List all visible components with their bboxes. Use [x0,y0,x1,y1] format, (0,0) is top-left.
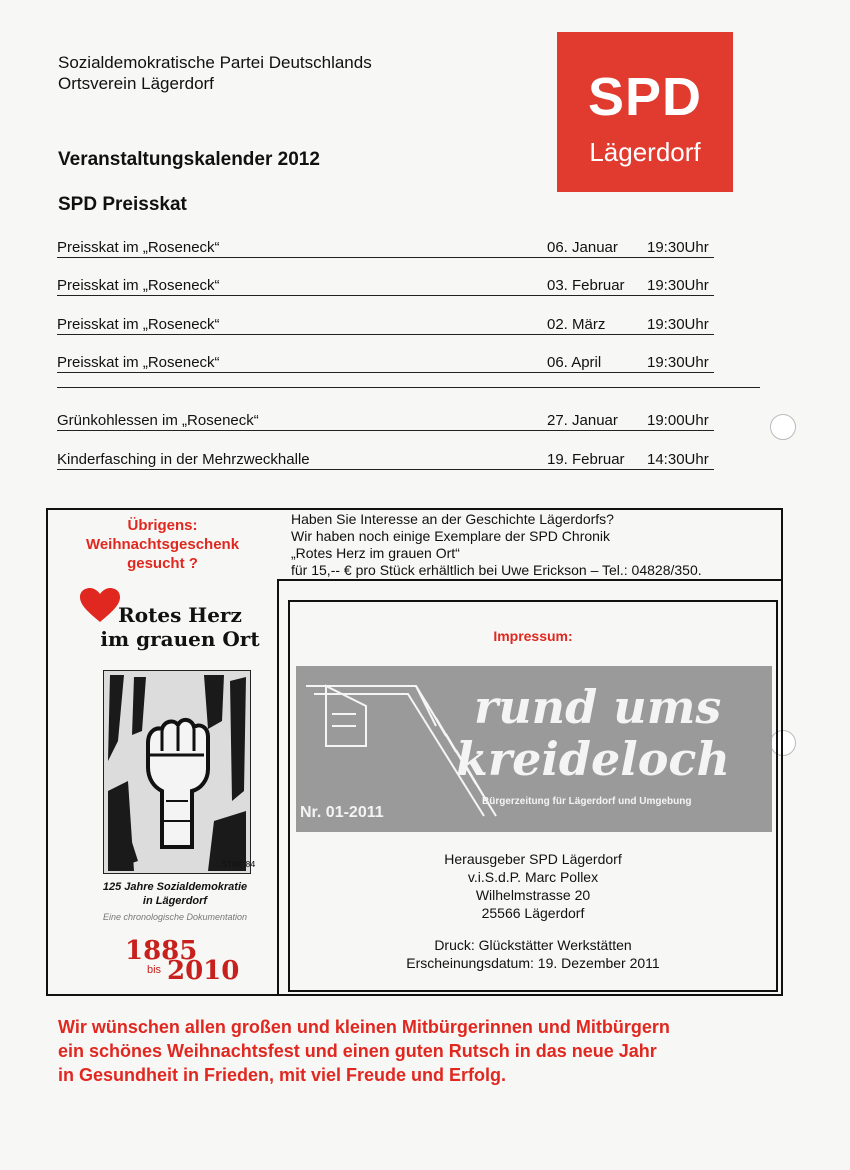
logo-location-text: Lägerdorf [589,137,701,167]
banner-subtitle: Bürgerzeitung für Lägerdorf und Umgebung [482,796,692,807]
event-name: Preisskat im „Roseneck“ [57,239,220,256]
impressum-print [288,936,778,972]
book-years [125,936,245,986]
promo-text-line: Haben Sie Interesse an der Geschichte Lägerdorfs? [291,511,614,527]
impressum-line: Herausgeber SPD Lägerdorf [444,851,622,867]
impressum-line: Druck: Glückstätter Werkstätten [434,937,632,953]
year-from: 1885 [125,936,198,966]
event-date: 27. Januar [547,412,618,429]
spd-logo [557,32,733,192]
book-caption-line: 125 Jahre Sozialdemokratie [102,881,248,893]
event-date: 03. Februar [547,277,625,294]
event-date: 19. Februar [547,451,625,468]
event-time: 19:30Uhr [647,239,709,256]
year-to: 2010 [167,956,240,986]
book-cover-image [103,670,256,874]
impressum-line: Wilhelmstrasse 20 [475,887,591,903]
promo-divider-h [277,579,783,581]
promo-heading-line: Weihnachtsgeschenk [85,536,240,553]
event-time: 14:30Uhr [647,451,709,468]
org-local-branch: Ortsverein Lägerdorf [58,74,214,93]
promo-heading-line: gesucht ? [127,555,198,572]
row-underline [57,334,714,335]
book-title-line: Rotes Herz [118,603,242,627]
logo-spd-text: SPD [587,67,703,127]
banner-issue: Nr. 01-2011 [300,804,384,821]
page-title: Veranstaltungskalender 2012 [58,149,320,170]
event-time: 19:30Uhr [647,316,709,333]
impressum-label: Impressum: [493,628,573,644]
event-row [57,353,714,375]
event-row [57,276,714,298]
section-title: SPD Preisskat [58,194,187,215]
event-date: 06. April [547,354,602,371]
year-bis: bis [147,964,162,976]
book-caption-line: in Lägerdorf [142,895,208,907]
event-name: Kinderfasching in der Mehrzweckhalle [57,451,310,468]
org-name: Sozialdemokratische Partei Deutschlands [58,53,372,72]
holiday-greeting [58,1015,818,1087]
row-underline [57,295,714,296]
event-row [57,238,714,260]
banner-title-line: rund ums [474,680,722,734]
promo-heading-line: Übrigens: [127,517,198,534]
event-date: 06. Januar [547,239,618,256]
impressum-line: 25566 Lägerdorf [481,905,585,921]
row-underline [57,430,714,431]
promo-divider-v [277,579,279,996]
event-row [57,411,714,433]
punch-hole [770,414,796,440]
newspaper-banner [296,666,772,832]
banner-title-line: kreideloch [456,732,730,786]
event-row [57,315,714,337]
section-divider [57,387,760,388]
event-row [57,450,714,472]
event-name: Preisskat im „Roseneck“ [57,316,220,333]
greeting-line: in Gesundheit in Frieden, mit viel Freude und Erfolg. [58,1065,507,1085]
promo-text-line: „Rotes Herz im grauen Ort“ [291,545,460,561]
impressum-address [288,850,778,922]
event-time: 19:00Uhr [647,412,709,429]
event-name: Preisskat im „Roseneck“ [57,277,220,294]
event-date: 02. März [547,316,606,333]
book-title-line: im grauen Ort [100,627,260,651]
greeting-line: ein schönes Weihnachtsfest und einen guten Rutsch in das neue Jahr [58,1041,657,1061]
row-underline [57,372,714,373]
event-time: 19:30Uhr [647,277,709,294]
row-underline [57,469,714,470]
event-name: Preisskat im „Roseneck“ [57,354,220,371]
svg-text:STRK 84: STRK 84 [222,860,256,869]
promo-text-line: Wir haben noch einige Exemplare der SPD Chronik [291,528,611,544]
book-caption [90,880,260,908]
row-underline [57,257,714,258]
event-name: Grünkohlessen im „Roseneck“ [57,412,259,429]
book-title [90,603,270,651]
event-time: 19:30Uhr [647,354,709,371]
greeting-line: Wir wünschen allen großen und kleinen Mitbürgerinnen und Mitbürgern [58,1017,670,1037]
impressum-line: v.i.S.d.P. Marc Pollex [467,869,599,885]
raised-fist-illustration [104,671,256,873]
promo-heading [60,516,265,573]
promo-text-line: für 15,-- € pro Stück erhältlich bei Uwe Erickson – Tel.: 04828/350. [291,562,702,578]
impressum-line: Erscheinungsdatum: 19. Dezember 2011 [406,955,660,971]
promo-text [291,511,702,579]
book-subcaption: Eine chronologische Dokumentation [102,912,248,922]
